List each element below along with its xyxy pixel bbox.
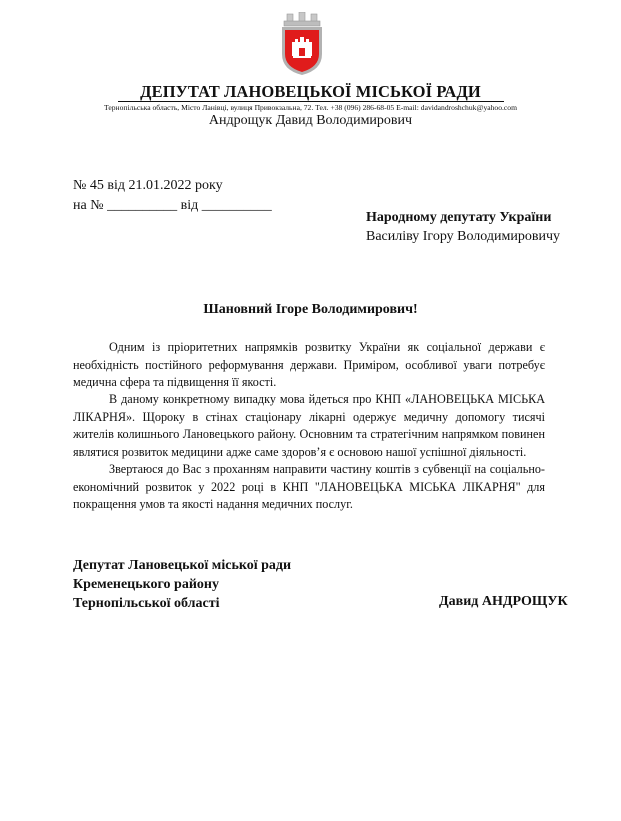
incoming-from-label: від [180, 198, 199, 213]
outgoing-number: № 45 від 21.01.2022 року [73, 178, 223, 193]
incoming-prefix: на № [73, 198, 104, 213]
body-paragraph-3: Звертаюся до Вас з проханням направити частину коштів з субвенції на соціально-економічний розвиток у 2022 році в КНП "ЛАНОВЕЦЬКА МІСЬКА ЛІКАРНЯ" для покращення умов та якості надання медичних послуг. [73, 462, 545, 511]
signature-position-line-2: Кременецького району [73, 577, 219, 592]
coat-of-arms-icon [279, 12, 325, 76]
incoming-number-blank: __________ [107, 198, 178, 213]
body-paragraph-2: В даному конкретному випадку мова йдеться про КНП «ЛАНОВЕЦЬКА МІСЬКА ЛІКАРНЯ». Щороку в стінах стаціонару лікарні одержує медичну допомогу тисячі жителів колишнього Лановецького району. Основним та стратегічним напрямком повинен являтися розвиток медицини адже саме здоров’я є основою нашої успішної діяльності. [73, 392, 545, 459]
signature-position-line-1: Депутат Лановецької міської ради [73, 558, 292, 573]
incoming-number-line [73, 198, 272, 214]
letterhead-name: Андрощук Давид Володимирович [208, 113, 413, 128]
salutation: Шановний Ігоре Володимирович! [203, 302, 418, 317]
signature-name: Давид АНДРОЩУК [439, 594, 568, 609]
letterhead-divider [118, 101, 504, 102]
letterhead-title: ДЕПУТАТ ЛАНОВЕЦЬКОЇ МІСЬКОЇ РАДИ [140, 82, 481, 101]
addressee-title: Народному депутату України [366, 210, 552, 225]
signature-position [73, 556, 291, 613]
letterhead-contact: Тернопільська область, Місто Ланівці, вулиця Привокзальна, 72. Тел. +38 (096) 286-68-05 E-mail: davidandroshchuk@yahoo.com [104, 103, 517, 112]
addressee-name: Василіву Ігору Володимировичу [366, 229, 560, 244]
signature-position-line-3: Тернопільської області [73, 596, 220, 611]
incoming-date-blank: __________ [201, 198, 272, 213]
body-paragraph-1: Одним із пріоритетних напрямків розвитку України як соціальної держави є необхідність постійного реформування держави. Приміром, особливої уваги потребує медична сфера та підвищення її якості. [73, 340, 545, 389]
